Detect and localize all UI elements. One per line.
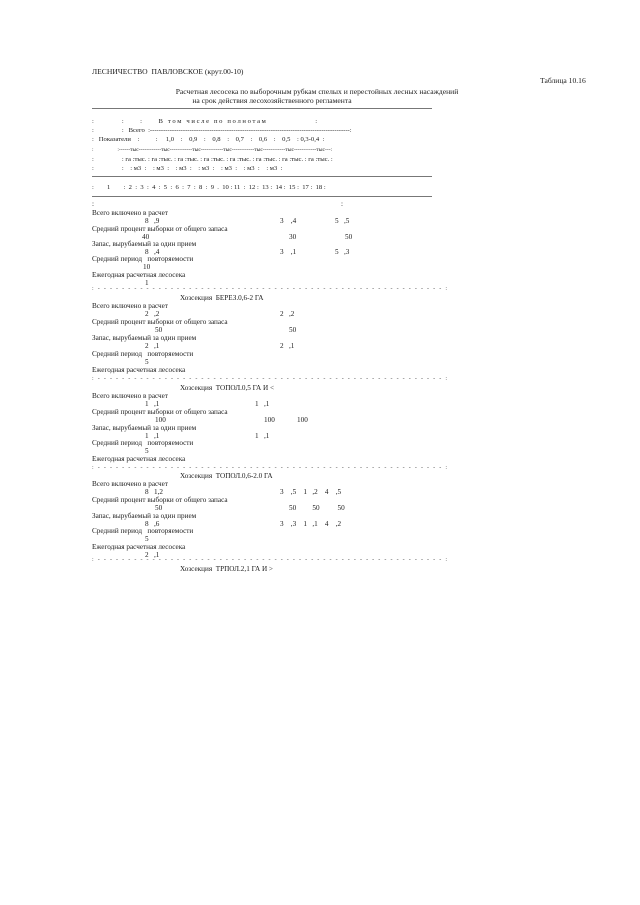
cell-total-col7: 3 ,4 — [280, 217, 297, 225]
table-head-line5: : : га :тыс. : га :тыс. : га :тыс. : га :тыс. : га :тыс. : га :тыс. : га :тыс. : га :тыс. : — [92, 156, 333, 163]
section-title-topol-small: Хозсекция ТОПОЛ.0,5 ГА И < — [180, 384, 275, 392]
cell-pct-col7: 50 — [289, 326, 297, 334]
cell-annual-all: 1 — [145, 279, 149, 287]
row-label-pct: Средний процент выборки от общего запаса — [92, 318, 228, 326]
cell-pct-col9: 50 — [345, 233, 353, 241]
table-top-rule — [92, 108, 432, 109]
row-label-pct: Средний процент выборки от общего запаса — [92, 225, 228, 233]
table-head-line3: : Показатели : : 1,0 : 0,9 : 0,8 : 0,7 : 0,6 : 0,5 : 0,3-0,4 : — [92, 136, 325, 143]
cell-annual-all: 2 ,1 — [145, 551, 160, 559]
cell-pct-all: 100 — [155, 416, 166, 424]
cell-pct-col7: 30 — [289, 233, 297, 241]
cell-total-all: 2 ,2 — [145, 310, 160, 318]
table-head-line1: : : : В т о м ч и с л е п о п о л н о т а м : — [92, 118, 318, 125]
column-numbers: : 1 : 2 : 3 : 4 : 5 : 6 : 7 : 8 : 9 . 10 : 11 : 12 : 13 : 14 : 15 : 17 : 18 : — [92, 184, 326, 191]
row-label-annual: Ежегодная расчетная лесосека — [92, 366, 186, 374]
section-divider: : - - - - - - - - - - - - - - - - - - - - - - - - - - - - - - - - - - - - - - - - - - - - - - - - - - - - - - - - - : — [92, 465, 449, 471]
cell-total-col9: 5 ,5 — [335, 217, 350, 225]
row-label-annual: Ежегодная расчетная лесосека — [92, 455, 186, 463]
cell-period-all: 5 — [145, 447, 149, 455]
cell-total-col7: 2 ,2 — [280, 310, 295, 318]
cell-stock-col9: 5 ,3 — [335, 248, 350, 256]
table-number: Таблица 10.16 — [540, 76, 586, 85]
cell-stock-all: 8 ,6 — [145, 520, 160, 528]
cell-pct-cols: 50 50 50 — [289, 504, 345, 512]
row-label-annual: Ежегодная расчетная лесосека — [92, 271, 186, 279]
cell-period-all: 5 — [145, 358, 149, 366]
cell-stock-all: 2 ,1 — [145, 342, 160, 350]
cell-pct-col7: 100 — [297, 416, 308, 424]
row-label-period: Средний период повторяемости — [92, 350, 194, 358]
section-title-topol-large: Хозсекция ТРПОЛ.2,1 ГА И > — [180, 565, 273, 573]
cell-period-all: 10 — [143, 263, 151, 271]
row-label-period: Средний период повторяемости — [92, 439, 194, 447]
cell-pct-all: 40 — [142, 233, 150, 241]
row-label-stock: Запас, вырубаемый за один прием — [92, 240, 197, 248]
row-label-stock: Запас, вырубаемый за один прием — [92, 512, 197, 520]
cell-stock-all: 1 ,1 — [145, 432, 160, 440]
row-label-period: Средний период повторяемости — [92, 527, 194, 535]
row-label-stock: Запас, вырубаемый за один прием — [92, 334, 197, 342]
row-label-stock: Запас, вырубаемый за один прием — [92, 424, 197, 432]
colon-right: : — [341, 200, 343, 208]
forestry-title: ЛЕСНИЧЕСТВО ПАВЛОВСКОЕ (крут.00-10) — [92, 67, 244, 76]
row-label-annual: Ежегодная расчетная лесосека — [92, 543, 186, 551]
row-label-total: Всего включено в расчет — [92, 392, 168, 400]
cell-stock-col5: 1 ,1 — [255, 432, 270, 440]
row-label-period: Средний период повторяемости — [92, 255, 194, 263]
section-title-topol-mid: Хозсекция ТОПОЛ.0,6-2.0 ГА — [180, 472, 273, 480]
row-label-total: Всего включено в расчет — [92, 480, 168, 488]
document-title-line2: на срок действия лесохозяйственного регламента — [192, 96, 352, 105]
table-head-line4: : :------тыс------------тыс------------тыс------------тыс------------тыс------------тыс------------тыс---: — [92, 147, 333, 153]
section-divider: : - - - - - - - - - - - - - - - - - - - - - - - - - - - - - - - - - - - - - - - - - - - - - - - - - - - - - - - - - : — [92, 286, 449, 292]
section-divider: : - - - - - - - - - - - - - - - - - - - - - - - - - - - - - - - - - - - - - - - - - - - - - - - - - - - - - - - - - : — [92, 376, 449, 382]
numbers-rule — [92, 196, 432, 197]
table-head-line6: : : : м3 : : м3 : : м3 : : м3 : : м3 : : м3 : : м3 : — [92, 165, 283, 172]
document-title-line1: Расчетная лесосека по выборочным рубкам спелых и перестойных лесных насаждений — [175, 87, 459, 96]
head-rule — [92, 176, 432, 177]
cell-total-col5: 1 ,1 — [255, 400, 270, 408]
row-label-pct: Средний процент выборки от общего запаса — [92, 496, 228, 504]
cell-stock-col7: 3 ,1 — [280, 248, 297, 256]
section-title-berez: Хозсекция БЕРЕЗ.0,6-2 ГА — [180, 294, 264, 302]
section-divider: : - - - - - - - - - - - - - - - - - - - - - - - - - - - - - - - - - - - - - - - - - - - - - - - - - - - - - - - - - : — [92, 557, 449, 563]
cell-pct-all: 50 — [155, 326, 163, 334]
row-label-pct: Средний процент выборки от общего запаса — [92, 408, 228, 416]
cell-pct-col5: 100 — [264, 416, 275, 424]
cell-stock-cols: 3 ,3 1 ,1 4 ,2 — [280, 520, 342, 528]
cell-pct-all: 50 — [155, 504, 163, 512]
row-label-total: Всего включено в расчет — [92, 209, 168, 217]
cell-total-cols: 3 ,5 1 ,2 4 ,5 — [280, 488, 342, 496]
cell-period-all: 5 — [145, 535, 149, 543]
cell-total-all: 8 1,2 — [145, 488, 163, 496]
table-head-line2: : : Всего :-------------------------------------------------------------------------------------------: — [92, 127, 352, 134]
cell-stock-all: 8 ,4 — [145, 248, 160, 256]
cell-total-all: 8 ,9 — [145, 217, 160, 225]
cell-stock-col7: 2 ,1 — [280, 342, 295, 350]
row-label-total: Всего включено в расчет — [92, 302, 168, 310]
cell-total-all: 1 ,1 — [145, 400, 160, 408]
colon-left: : — [92, 200, 94, 208]
